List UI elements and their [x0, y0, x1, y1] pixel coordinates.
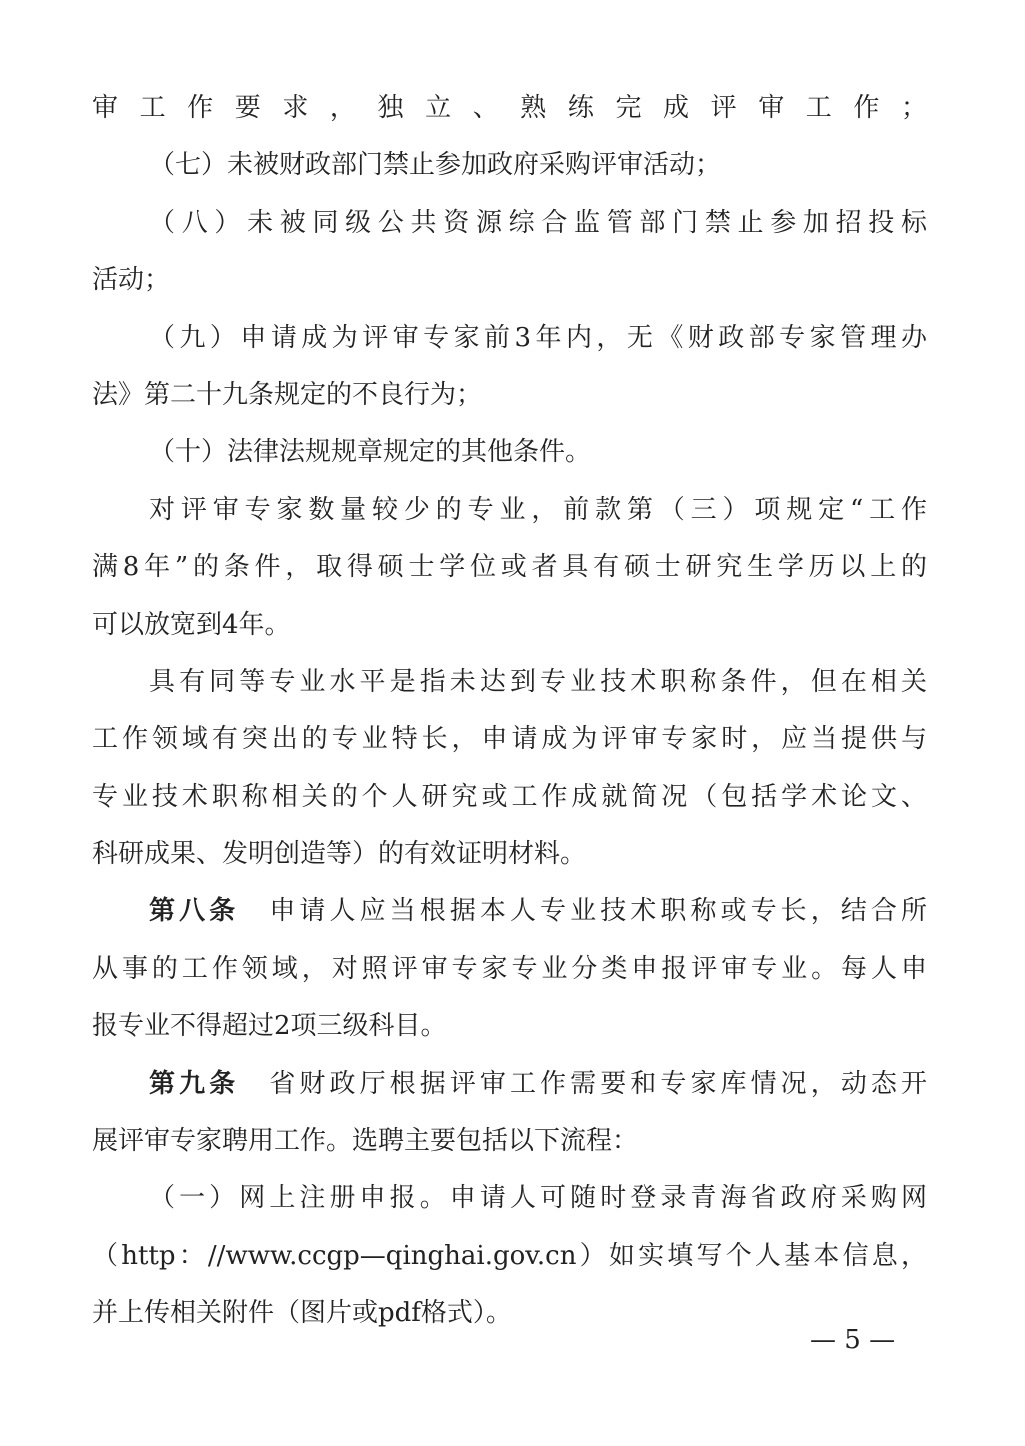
- text-line: 满8年”的条件，取得硕士学位或者具有硕士研究生学历以上的: [92, 552, 927, 583]
- text-line: 展评审专家聘用工作。选聘主要包括以下流程：: [92, 1126, 639, 1157]
- text-line: （八）未被同级公共资源综合监管部门禁止参加招投标: [149, 207, 927, 238]
- text-line: （一）网上注册申报。申请人可随时登录青海省政府采购网: [149, 1183, 927, 1214]
- text-line: （十）法律法规规章规定的其他条件。: [149, 437, 592, 468]
- text-line: 并上传相关附件（图片或pdf格式）。: [92, 1298, 512, 1329]
- article-8-line: [92, 883, 927, 940]
- page-number: — 5 —: [810, 1325, 896, 1355]
- text-line: 审工作要求，独立、熟练完成评审工作；: [92, 93, 927, 123]
- text-line: 报专业不得超过2项三级科目。: [92, 1011, 447, 1042]
- text-line: （九）申请成为评审专家前3年内，无《财政部专家管理办: [149, 322, 927, 353]
- text-line: 从事的工作领域，对照评审专家专业分类申报评审专业。每人申: [92, 953, 927, 984]
- article-heading: 第九条: [149, 1068, 240, 1099]
- article-9-line: [92, 1056, 927, 1113]
- text-line: （七）未被财政部门禁止参加政府采购评审活动；: [149, 150, 722, 181]
- text-line: 科研成果、发明创造等）的有效证明材料。: [92, 839, 587, 870]
- text-line: 可以放宽到4年。: [92, 609, 291, 640]
- text-line: 专业技术职称相关的个人研究或工作成就简况（包括学术论文、: [92, 781, 927, 812]
- article-text: 申请人应当根据本人专业技术职称或专长，结合所: [269, 896, 927, 927]
- text-line: 活动；: [92, 265, 171, 296]
- document-body: [92, 80, 927, 1343]
- text-line: （http：//www.ccgp—qinghai.gov.cn）如实填写个人基本信息，: [92, 1240, 927, 1271]
- text-line: 工作领域有突出的专业特长，申请成为评审专家时，应当提供与: [92, 724, 927, 755]
- text-line: 法》第二十九条规定的不良行为；: [92, 379, 483, 410]
- text-line: 具有同等专业水平是指未达到专业技术职称条件，但在相关: [149, 666, 927, 697]
- article-text: 省财政厅根据评审工作需要和专家库情况，动态开: [269, 1068, 927, 1099]
- article-heading: 第八条: [149, 896, 240, 927]
- text-line: 对评审专家数量较少的专业，前款第（三）项规定“工作: [149, 494, 927, 525]
